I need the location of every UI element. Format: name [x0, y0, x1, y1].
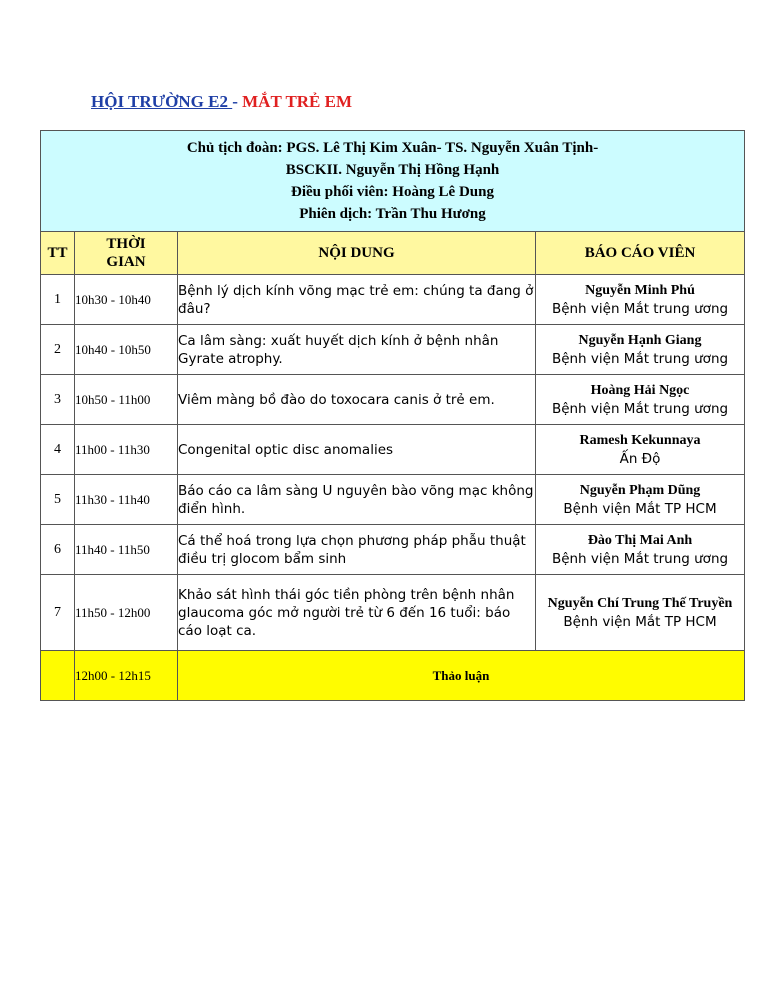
- chair-panel: [41, 131, 745, 232]
- row-content: Cá thể hoá trong lựa chọn phương pháp phẫu thuật điều trị glocom bẩm sinh: [178, 525, 536, 575]
- column-header-time-line: GIAN: [106, 254, 146, 270]
- row-speaker: [536, 525, 745, 575]
- speaker-organization: Bệnh viện Mắt TP HCM: [563, 613, 717, 630]
- row-content: Ca lâm sàng: xuất huyết dịch kính ở bệnh nhân Gyrate atrophy.: [178, 325, 536, 375]
- column-header-time: [75, 232, 178, 275]
- column-header-content: NỘI DUNG: [178, 232, 536, 275]
- row-speaker: [536, 275, 745, 325]
- row-speaker: [536, 575, 745, 651]
- table-row: [41, 275, 745, 325]
- row-time: 10h40 - 10h50: [75, 325, 178, 375]
- discussion-number: [41, 651, 75, 701]
- session-topic: MẮT TRẺ EM: [242, 92, 353, 111]
- speaker-organization: Bệnh viện Mắt trung ương: [551, 300, 729, 317]
- row-time: 11h50 - 12h00: [75, 575, 178, 651]
- row-content: Congenital optic disc anomalies: [178, 425, 536, 475]
- table-row: [41, 525, 745, 575]
- table-row: [41, 425, 745, 475]
- speaker-name: Nguyễn Chí Trung Thế Truyền: [547, 595, 733, 611]
- row-number: 5: [41, 475, 75, 525]
- row-content: Báo cáo ca lâm sàng U nguyên bào võng mạc không điển hình.: [178, 475, 536, 525]
- row-time: 11h00 - 11h30: [75, 425, 178, 475]
- row-speaker: [536, 325, 745, 375]
- table-row: [41, 575, 745, 651]
- speaker-name: Nguyễn Hạnh Giang: [578, 332, 702, 348]
- chair-line: BSCKII. Nguyễn Thị Hồng Hạnh: [285, 162, 500, 178]
- row-time: 11h30 - 11h40: [75, 475, 178, 525]
- heading-separator: -: [232, 92, 243, 111]
- row-number: 6: [41, 525, 75, 575]
- column-header-speaker: BÁO CÁO VIÊN: [536, 232, 745, 275]
- row-number: 1: [41, 275, 75, 325]
- row-speaker: [536, 475, 745, 525]
- speaker-organization: Bệnh viện Mắt trung ương: [551, 350, 729, 367]
- row-time: 10h50 - 11h00: [75, 375, 178, 425]
- chair-line: Chủ tịch đoàn: PGS. Lê Thị Kim Xuân- TS. Nguyễn Xuân Tịnh-: [186, 140, 599, 156]
- hall-name: HỘI TRƯỜNG E2: [91, 92, 233, 111]
- table-row: [41, 475, 745, 525]
- row-number: 4: [41, 425, 75, 475]
- column-header-time-line: THỜI: [106, 236, 146, 252]
- table-row: [41, 375, 745, 425]
- row-time: 11h40 - 11h50: [75, 525, 178, 575]
- interpreter-line: Phiên dịch: Trần Thu Hương: [299, 206, 486, 222]
- chair-row: [41, 131, 745, 232]
- row-speaker: [536, 375, 745, 425]
- speaker-organization: Bệnh viện Mắt TP HCM: [563, 500, 717, 517]
- page-title: [91, 92, 352, 112]
- row-content: Khảo sát hình thái góc tiền phòng trên bệnh nhân glaucoma góc mở người trẻ từ 6 đến 16 tuổi: báo cáo loạt ca.: [178, 575, 536, 651]
- discussion-time: 12h00 - 12h15: [75, 651, 178, 701]
- discussion-row: [41, 651, 745, 701]
- row-number: 7: [41, 575, 75, 651]
- column-header-row: [41, 232, 745, 275]
- discussion-label: Thảo luận: [178, 651, 745, 701]
- row-speaker: [536, 425, 745, 475]
- schedule-table: [40, 130, 745, 701]
- speaker-organization: Bệnh viện Mắt trung ương: [551, 400, 729, 417]
- speaker-name: Nguyễn Minh Phú: [585, 282, 695, 298]
- speaker-name: Ramesh Kekunnaya: [579, 432, 701, 448]
- row-number: 3: [41, 375, 75, 425]
- row-time: 10h30 - 10h40: [75, 275, 178, 325]
- speaker-organization: Ấn Độ: [619, 450, 661, 467]
- column-header-tt: TT: [41, 232, 75, 275]
- speaker-name: Hoàng Hải Ngọc: [590, 382, 690, 398]
- speaker-name: Đào Thị Mai Anh: [587, 532, 693, 548]
- table-row: [41, 325, 745, 375]
- row-content: Viêm màng bồ đào do toxocara canis ở trẻ em.: [178, 375, 536, 425]
- row-number: 2: [41, 325, 75, 375]
- coordinator-line: Điều phối viên: Hoàng Lê Dung: [291, 184, 494, 200]
- row-content: Bệnh lý dịch kính võng mạc trẻ em: chúng ta đang ở đâu?: [178, 275, 536, 325]
- speaker-name: Nguyễn Phạm Dũng: [579, 482, 701, 498]
- speaker-organization: Bệnh viện Mắt trung ương: [551, 550, 729, 567]
